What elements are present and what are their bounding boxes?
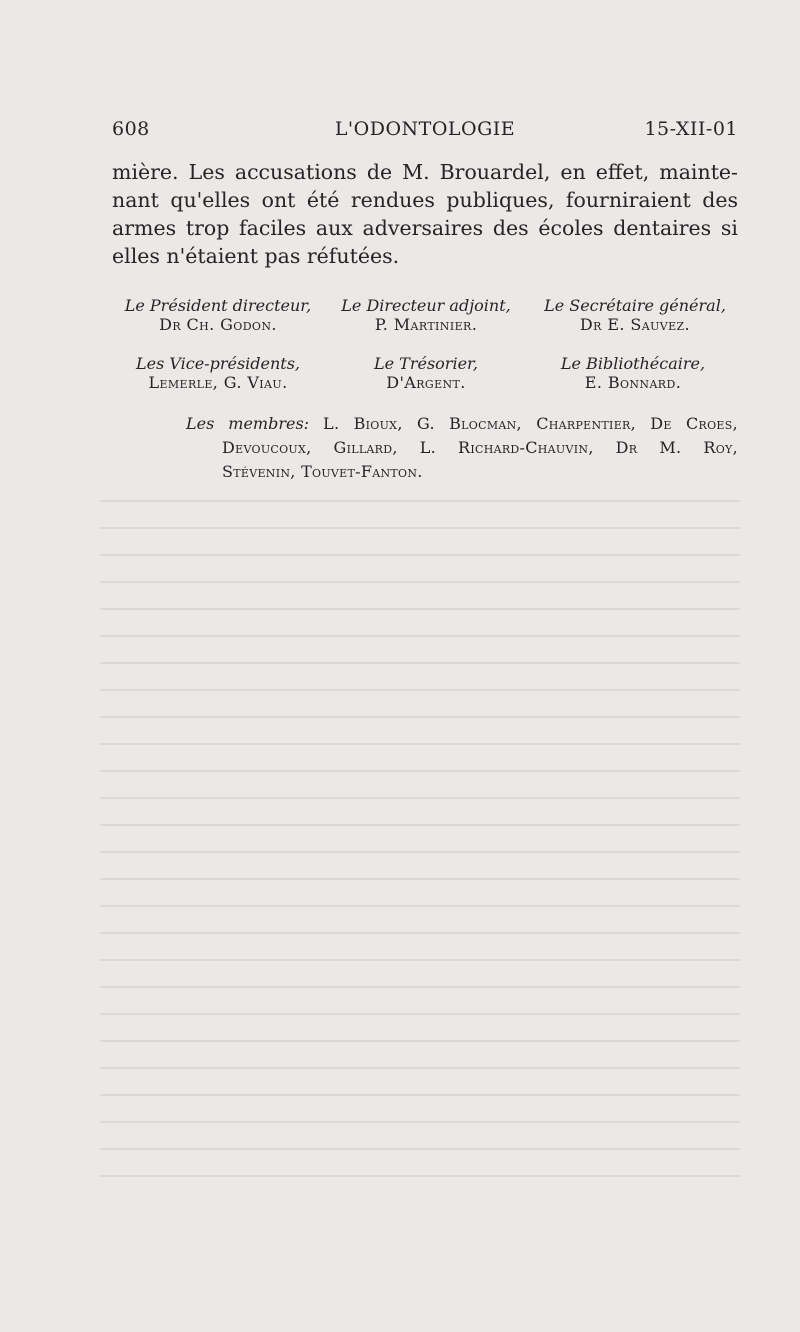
body-paragraph: [112, 158, 738, 270]
officer-adjoint: [326, 296, 526, 334]
paragraph-line: mière. Les accusations de M. Brouardel, en effet, mainte-: [112, 160, 738, 184]
officer-name: Dr Ch. Godon.: [159, 315, 277, 334]
members-list: [112, 412, 738, 484]
officer-role: Le Bibliothécaire,: [560, 354, 706, 373]
officer-role: Le Trésorier,: [373, 354, 479, 373]
members-line: Devoucoux, Gillard, L. Richard-Chauvin, Dr M. Roy,: [222, 438, 738, 457]
officer-role: Le Président directeur,: [124, 296, 312, 315]
officer-name: Lemerle, G. Viau.: [148, 373, 288, 392]
officer-vice-presidents: [112, 354, 324, 392]
journal-title: L'ODONTOLOGIE: [334, 118, 516, 140]
officer-name: Dr E. Sauvez.: [579, 315, 691, 334]
members-role: Les membres:: [186, 414, 310, 433]
members-line: Stévenin, Touvet-Fanton.: [222, 462, 423, 481]
officer-secretary: [528, 296, 742, 334]
officer-president: [112, 296, 324, 334]
officer-name: P. Martinier.: [374, 315, 478, 334]
officer-role: Les Vice-présidents,: [135, 354, 301, 373]
officer-role: Le Secrétaire général,: [544, 296, 726, 315]
members-line: [112, 412, 738, 436]
page-number: 608: [112, 118, 150, 140]
paragraph-line: armes trop faciles aux adversaires des écoles dentaires si: [112, 216, 738, 240]
officer-name: D'Argent.: [386, 373, 466, 392]
bleed-through-text: [100, 500, 740, 1200]
paragraph-line: elles n'étaient pas réfutées.: [112, 244, 400, 268]
officer-name: E. Bonnard.: [584, 373, 682, 392]
officer-librarian: [528, 354, 738, 392]
paragraph-line: nant qu'elles ont été rendues publiques, fourniraient des: [112, 188, 738, 212]
officer-treasurer: [326, 354, 526, 392]
members-names: L. Bioux, G. Blocman, Charpentier, De Croes,: [323, 414, 738, 433]
issue-date: 15-XII-01: [644, 118, 738, 140]
officer-role: Le Directeur adjoint,: [341, 296, 511, 315]
